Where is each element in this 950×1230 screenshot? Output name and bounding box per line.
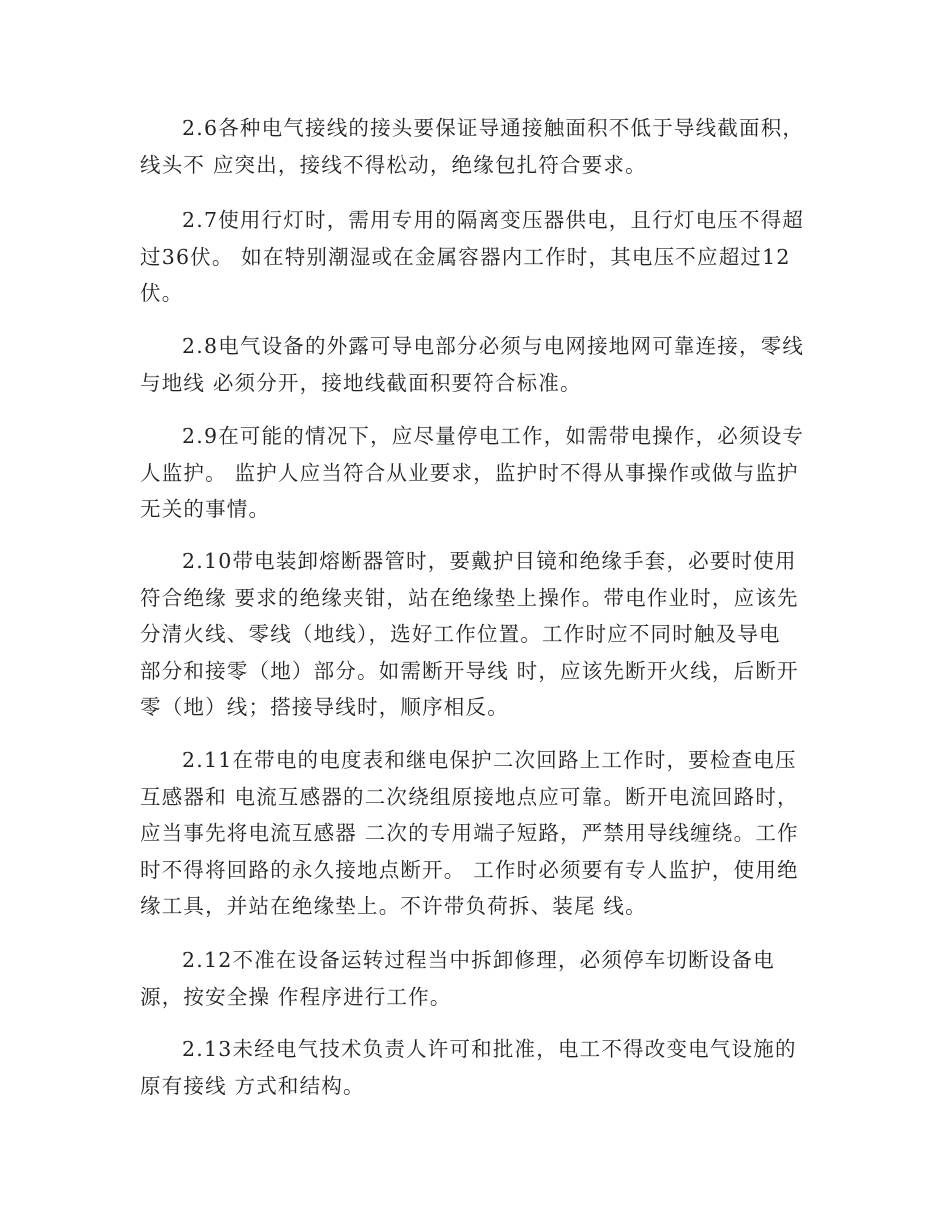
paragraph-2-12	[140, 942, 812, 1015]
paragraph-line: 2.10带电装卸熔断器管时，要戴护目镜和绝缘手套，必要时使用	[182, 549, 797, 573]
paragraph-line: 2.13未经电气技术负责人许可和批准，电工不得改变电气设施的	[182, 1037, 797, 1061]
paragraph-line: 伏。	[140, 281, 184, 305]
paragraph-2-6	[140, 110, 812, 183]
paragraph-line: 原有接线 方式和结构。	[140, 1073, 365, 1098]
paragraph-line: 2.7使用行灯时，需用专用的隔离变压器供电，且行灯电压不得超	[182, 208, 805, 232]
paragraph-line: 线头不 应突出，接线不得松动，绝缘包扎符合要求。	[140, 152, 647, 177]
paragraph-line: 源，按安全操 作程序进行工作。	[140, 984, 452, 1009]
paragraph-line: 无关的事情。	[140, 497, 271, 521]
paragraph-line: 缘工具，并站在绝缘垫上。不许带负荷拆、装尾 线。	[140, 894, 647, 918]
paragraph-line: 零（地）线；搭接导线时，顺序相反。	[140, 695, 509, 719]
paragraph-2-13	[140, 1031, 812, 1104]
paragraph-line: 过36伏。 如在特别潮湿或在金属容器内工作时，其电压不应超过12	[140, 244, 791, 269]
paragraph-line: 2.11在带电的电度表和继电保护二次回路上工作时，要检查电压	[182, 748, 797, 772]
paragraph-line: 时不得将回路的永久接地点断开。 工作时必须要有专人监护，使用绝	[140, 857, 799, 882]
paragraph-2-7	[140, 202, 812, 312]
paragraph-2-11	[140, 742, 812, 925]
paragraph-line: 2.12不准在设备运转过程当中拆卸修理，必须停车切断设备电	[182, 948, 775, 972]
paragraph-line: 符合绝缘 要求的绝缘夹钳，站在绝缘垫上操作。带电作业时，应该先	[140, 585, 799, 610]
paragraph-2-9	[140, 418, 812, 528]
paragraph-2-8	[140, 328, 812, 401]
paragraph-line: 2.8电气设备的外露可导电部分必须与电网接地网可靠连接，零线	[182, 334, 805, 358]
paragraph-line: 应当事先将电流互感器 二次的专用端子短路，严禁用导线缠绕。工作	[140, 821, 799, 845]
paragraph-line: 分清火线、零线（地线），选好工作位置。工作时应不同时触及导电	[140, 622, 781, 646]
paragraph-line: 2.6各种电气接线的接头要保证导通接触面积不低于导线截面积，	[182, 116, 805, 140]
paragraph-line: 2.9在可能的情况下，应尽量停电工作，如需带电操作，必须设专	[182, 424, 805, 448]
paragraph-line: 人监护。 监护人应当符合从业要求，监护时不得从事操作或做与监护	[140, 460, 799, 485]
paragraph-line: 互感器和 电流互感器的二次绕组原接地点应可靠。断开电流回路时，	[140, 784, 799, 809]
paragraph-line: 部分和接零（地）部分。如需断开导线 时，应该先断开火线，后断开	[140, 658, 799, 683]
paragraph-2-10	[140, 543, 812, 726]
paragraph-line: 与地线 必须分开，接地线截面积要符合标准。	[140, 370, 582, 395]
